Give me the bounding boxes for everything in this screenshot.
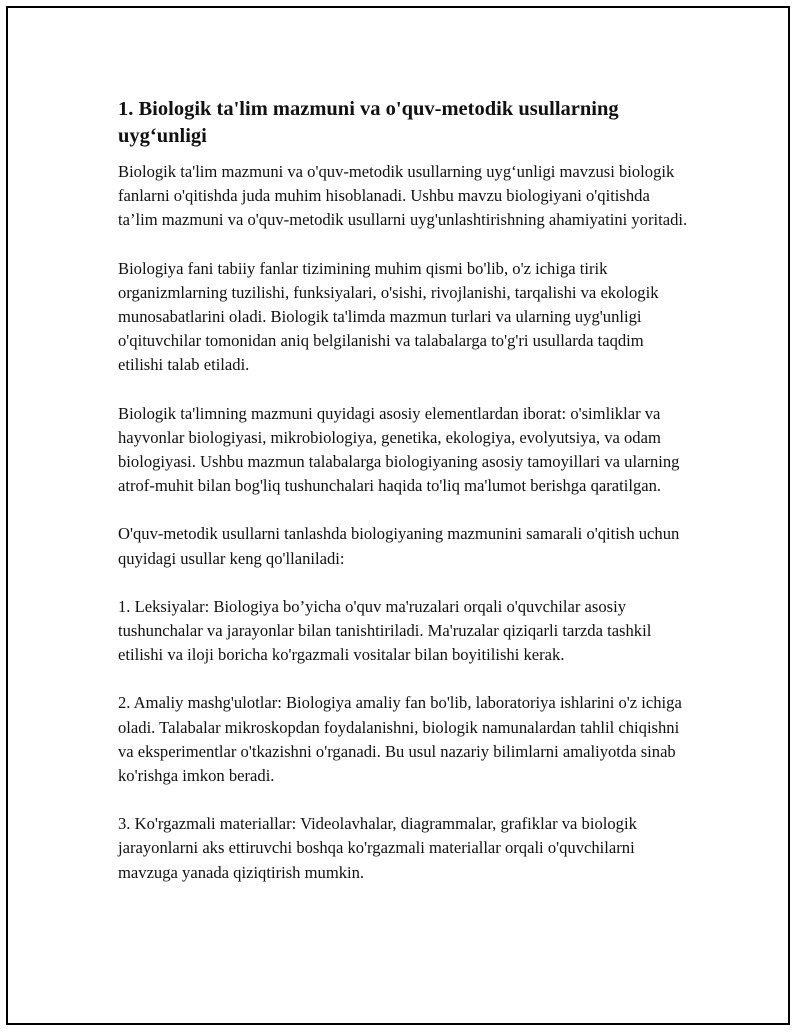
- methods-intro-paragraph: O'quv-metodik usullarni tanlashda biologiyaning mazmunini samarali o'qitish uchun quyidagi usullar keng qo'llaniladi:: [118, 524, 680, 568]
- method-lectures-paragraph: 1. Leksiyalar: Biologiya bo’yicha o'quv ma'ruzalari orqali o'quvchilar asosiy tushunchalar va jarayonlar bilan tanishtiriladi. Ma'ruzalar qiziqarli tarzda tashkil etilishi va iloji boricha ko'rgazmali vositalar bilan boyitilishi kerak.: [118, 596, 652, 665]
- biology-definition-paragraph: Biologiya fani tabiiy fanlar tizimining muhim qismi bo'lib, o'z ichiga tirik organizmlarning tuzilishi, funksiyalari, o'sishi, rivojlanishi, tarqalishi va ekologik munosabatlarini oladi. Biologik ta'limda mazmun turlari va ularning uyg'unligi o'qituvchilar tomonidan aniq belgilanishi va talabalarga to'g'ri usullarda taqdim etilishi talab etiladi.: [118, 258, 659, 375]
- document-body: [118, 96, 693, 885]
- method-visual-paragraph: 3. Ko'rgazmali materiallar: Videolavhalar, diagrammalar, grafiklar va biologik jarayonlarni aks ettiruvchi boshqa ko'rgazmali materiallar orqali o'quvchilarni mavzuga yanada qiziqtirish mumkin.: [118, 814, 637, 882]
- intro-paragraph: Biologik ta'lim mazmuni va o'quv-metodik usullarning uyg‘unligi mavzusi biologik fanlarni o'qitishda juda muhim hisoblanadi. Ushbu mavzu biologiyani o'qitishda ta’lim mazmuni va o'quv-metodik usullarni uyg'unlashtirishning ahamiyatini yoritadi.: [118, 162, 688, 230]
- section-heading: 1. Biologik ta'lim mazmuni va o'quv-metodik usullarning uyg‘unligi: [118, 98, 619, 147]
- content-elements-paragraph: Biologik ta'limning mazmuni quyidagi asosiy elementlardan iborat: o'simliklar va hayvonlar biologiyasi, mikrobiologiya, genetika, ekologiya, evolyutsiya, va odam biologiyasi. Ushbu mazmun talabalarga biologiyaning asosiy tamoyillari va ularning atrof-muhit bilan bog'liq tushunchalari haqida to'liq ma'lumot berishga qaratilgan.: [118, 403, 680, 496]
- method-practical-paragraph: 2. Amaliy mashg'ulotlar: Biologiya amaliy fan bo'lib, laboratoriya ishlarini o'z ichiga oladi. Talabalar mikroskopdan foydalanishni, biologik namunalardan tahlil chiqishni va eksperimentlar o'tkazishni o'rganadi. Bu usul nazariy bilimlarni amaliyotda sinab ko'rishga imkon beradi.: [118, 693, 682, 786]
